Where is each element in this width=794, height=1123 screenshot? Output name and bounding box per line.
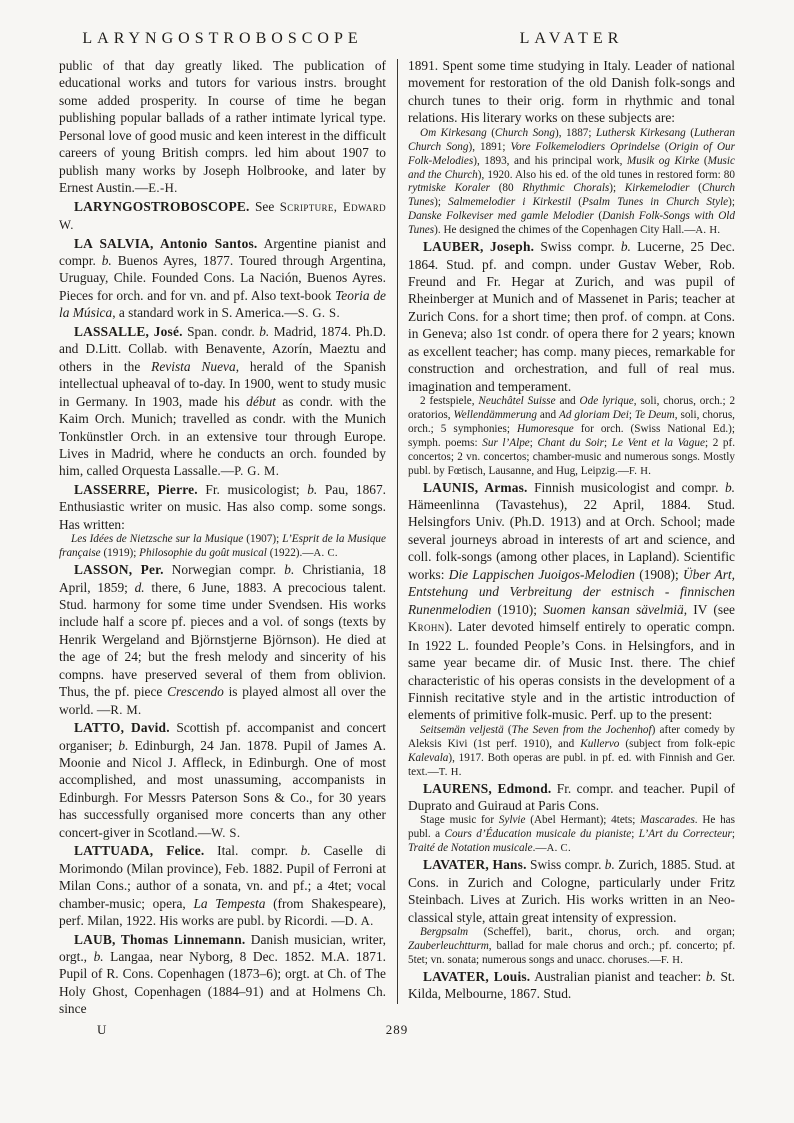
entry-text: ). Later devoted himself entirely to operatic compn. In 1922 L. founded People’s Cons. in Helsingfors, and in same year became dir. of Music Inst. there. The chief characteristic of his operas consists in the development of a Finnish recitative style and in the artistic introduction of elements of primitive folk-music. Perf. up to the present: xyxy=(408,619,735,723)
left-column xyxy=(59,57,386,1018)
entry-text: Vore Folkemelodiers Oprindelse xyxy=(510,140,660,153)
entry-text: ( xyxy=(486,126,495,139)
entry-text: Australian pianist and teacher: xyxy=(530,968,706,984)
entry-headword: LASSON, Per. xyxy=(74,562,164,578)
entry-text: Lutheran Church Song xyxy=(408,126,735,153)
entry-text: Sylvie xyxy=(498,814,526,827)
entry-text: ; 2 pf. concertos; 2 vn. concertos; chamber-music and numerous songs. Mostly publ. by Fœtisch, Lausanne, and Hug, Leipzig.— xyxy=(408,436,736,477)
entry-text: D. A. xyxy=(344,914,374,929)
dictionary-entry xyxy=(59,235,386,323)
entry-text: Suomen kansan sävelmiä xyxy=(543,601,684,617)
entry-text: Salmemelodier i Kirkestil xyxy=(448,196,572,209)
entry-text: , a standard work in S. America.— xyxy=(112,305,298,321)
entry-text: E.-H. xyxy=(148,181,178,196)
running-heads xyxy=(59,30,735,48)
entry-text: Zauberleuchtturm xyxy=(408,939,489,952)
entry-text: Buenos Ayres, 1877. Toured through Argentina, Uruguay, Chile. Founded Cons. La Nación, Buenos Ayres. Pieces for orch. and for vn. and pf. Also text-book xyxy=(59,252,386,303)
dictionary-entry xyxy=(408,57,735,127)
entry-text: Stage music for xyxy=(420,814,499,827)
entry-headword: LA SALVIA, Antonio Santos. xyxy=(74,235,258,251)
entry-text: , IV (see xyxy=(683,601,735,617)
entry-text: , ballad for male chorus and orch.; pf. concerto; pf. 5tet; vn. sonata; numerous songs and unacc. choruses.— xyxy=(408,939,735,966)
entry-headword: LAVATER, Hans. xyxy=(423,857,527,873)
page-footer xyxy=(59,1022,735,1042)
dictionary-entry xyxy=(59,533,386,561)
entry-text: La Tempesta xyxy=(193,895,266,911)
entry-text: ), 1920. Also his ed. of the old tunes in restored form: 80 xyxy=(477,168,735,181)
entry-text: Lucerne, 25 Dec. 1864. Stud. pf. and compn. under Gustav Weber, Rob. Freund and Fr. Hegar at Zurich, and was pupil of Rheinberger at Munich and of Massenet in Paris; teacher at Zurich Cons. for a short time; then prof. of compn. at Cons. in Geneva; also 1st condr. of opera there for 2 years; known as excellent teacher; has comp. many pieces, remarkable for construction and orchestration, and full of real mus. imagination and temperament. xyxy=(408,239,736,394)
dictionary-entry xyxy=(408,814,735,856)
entry-headword: LAUNIS, Armas. xyxy=(423,479,528,495)
entry-text: Norwegian compr. xyxy=(163,562,285,578)
entry-text: b. xyxy=(300,843,311,859)
entry-text: Krohn xyxy=(408,620,445,635)
dictionary-entry xyxy=(408,479,735,724)
entry-text: The Seven from the Jochenhof xyxy=(511,723,652,736)
entry-headword: LAVATER, Louis. xyxy=(423,968,531,984)
entry-text: b. xyxy=(93,949,104,965)
entry-text: Ode lyrique xyxy=(579,395,634,408)
entry-text: Hämeenlinna (Tavastehus), 22 April, 1884. Stud. Helsingfors Univ. (Ph.D. 1913) and at Orch. School; made several journeys abroad in interests of art and science, and coll. folk-songs (among other places, in Lapland). Scientific works: xyxy=(408,497,735,582)
entry-text: Scottish pf. accompanist and concert organiser; xyxy=(59,720,387,753)
entry-text: , soli, chorus, orch.; 2 oratorios, xyxy=(408,395,736,422)
entry-text: 2 festspiele, xyxy=(420,395,479,408)
running-head-right: LAVATER xyxy=(519,30,624,47)
entry-headword: LATTO, David. xyxy=(74,720,170,736)
entry-text: d. xyxy=(134,579,145,595)
entry-text: (1907); xyxy=(243,533,283,546)
entry-text: A. C. xyxy=(546,843,571,855)
dictionary-entry xyxy=(408,856,735,926)
entry-headword: LAUBER, Joseph. xyxy=(423,239,535,255)
entry-text: Le Vent et la Vague xyxy=(611,436,705,449)
dictionary-entry xyxy=(59,57,386,198)
entry-text: Danish musician, writer, orgt., xyxy=(59,931,386,965)
entry-text: (1910); xyxy=(491,601,544,617)
entry-text: Langaa, near Nyborg, 8 Dec. 1852. M.A. 1871. Pupil of R. Cons. Copenhagen (1873–6); orgt. at Ch. of The Holy Ghost, Copenhagen (1884–91) and at Holmens Ch. since xyxy=(59,949,386,1017)
entry-text: Wellendämmerung xyxy=(453,409,537,422)
running-head-left: LARYNGOSTROBOSCOPE xyxy=(82,30,363,47)
entry-text: P. G. M. xyxy=(234,464,280,479)
entry-text: W. S. xyxy=(211,825,241,840)
entry-text: A. H. xyxy=(695,225,721,237)
entry-text: Psalm Tunes in Church Style xyxy=(581,196,729,209)
entry-text: Kalevala xyxy=(408,751,449,764)
entry-text: ). He designed the chimes of the Copenhagen City Hall.— xyxy=(434,224,696,237)
running-head-gap xyxy=(386,30,408,48)
entry-text: Swiss compr. xyxy=(534,239,621,255)
entry-text: Origin of Our Folk-Melodies xyxy=(408,140,735,167)
entry-text: Scripture, Edward W. xyxy=(59,199,386,233)
entry-text: ), 1887; xyxy=(554,126,597,139)
entry-text: Philosophie du goût musical xyxy=(139,547,267,560)
entry-text: L’Art du Correcteur xyxy=(638,828,732,841)
entry-text: Revista Nueva xyxy=(151,358,236,374)
entry-text: ); xyxy=(609,182,625,195)
entry-text: b. xyxy=(705,968,716,984)
dictionary-entry xyxy=(408,724,735,780)
dictionary-entry xyxy=(408,926,735,968)
entry-text: ; xyxy=(731,828,736,841)
entry-text: b. xyxy=(259,323,270,339)
entry-text: , soli, chorus, orch.; 5 symphonies; xyxy=(408,409,735,435)
entry-text: (subject from folk-epic xyxy=(619,737,735,750)
entry-text: (80 xyxy=(490,182,523,195)
dictionary-entry xyxy=(408,968,735,1003)
entry-text: b. xyxy=(284,562,295,578)
entry-text: ; xyxy=(604,436,612,449)
entry-text: Bergpsalm xyxy=(420,925,469,938)
entry-text: Swiss compr. xyxy=(526,857,605,873)
entry-text: Teoria de la Música xyxy=(59,287,386,321)
entry-text: (1919); xyxy=(100,547,140,560)
entry-text: Seitsemän veljestä xyxy=(420,723,504,736)
page-number: 289 xyxy=(385,1022,409,1037)
entry-text: .— xyxy=(532,842,547,855)
entry-text: there, 6 June, 1883. A precocious talent. Stud. harmony for some time under Svendsen. His works include half a score pf. pieces and a vol. of songs (texts by Henrik Wergeland and Björnstjerne Björnson). He died at the age of 24; but the fresh melody and sincerity of his compns. have preserved several of them from oblivion. Thus, the pf. piece xyxy=(59,579,386,700)
entry-text: b. xyxy=(118,737,129,753)
dictionary-entry xyxy=(59,842,386,930)
dictionary-entry xyxy=(59,481,386,533)
entry-text: Ad gloriam Dei xyxy=(559,409,629,422)
signature-mark: U xyxy=(97,1022,107,1037)
entry-text: (1922).— xyxy=(266,547,314,560)
entry-headword: LAURENS, Edmond. xyxy=(423,780,552,796)
entry-text: . He has publ. a xyxy=(408,814,735,841)
entry-text: F. H. xyxy=(660,954,684,966)
entry-text: Zurich, 1885. Stud. at Cons. in Zurich and Cologne, particularly under Fritz Steinbach. Lives at Zurich. His works written in an Neo-classical style, attain great intensity of expression. xyxy=(408,857,735,925)
entry-text: as condr. with the Kaim Orch. Munich; travelled as condr. with the Munich Tonkünstler Orch. in an extensive tour through Europe. Lives in Madrid, where he conducts an orch. founded by him, called Orquesta Lassalle.— xyxy=(59,393,387,479)
entry-text: Church Song xyxy=(494,126,555,139)
entry-text: T. H. xyxy=(438,766,462,778)
entry-text: ); xyxy=(434,196,449,209)
dictionary-entry xyxy=(59,198,386,235)
entry-headword: LARYNGOSTROBOSCOPE. xyxy=(74,198,250,214)
entry-text: (1908); xyxy=(635,566,683,582)
entry-text: Span. condr. xyxy=(182,323,260,339)
entry-text: ), 1917. Both operas are publ. in pf. ed. with Finnish and Ger. text.— xyxy=(408,751,735,778)
entry-text: R. M. xyxy=(110,702,142,717)
entry-text: Fr. compr. and teacher. Pupil of Duprato and Guiraud at Paris Cons. xyxy=(408,780,735,813)
entry-text: Neuchâtel Suisse xyxy=(478,395,556,408)
entry-text: b. xyxy=(620,239,631,255)
entry-text: ( xyxy=(689,182,702,195)
entry-text: , herald of the Spanish intellectual upheaval of to-day. In 1900, went to study music in Germany. In 1903, made his xyxy=(59,358,386,409)
entry-text: and xyxy=(555,395,580,408)
entry-text: rytmiske Koraler xyxy=(408,182,491,195)
entry-text: ( xyxy=(685,126,694,139)
entry-text: S. G. S. xyxy=(297,306,341,321)
entry-text: (Abel Hermant); 4tets; xyxy=(525,814,641,827)
entry-headword: LATTUADA, Felice. xyxy=(74,843,205,859)
entry-text: F. H. xyxy=(628,465,652,477)
entry-text: ( xyxy=(593,210,603,223)
entry-text: Church Tunes xyxy=(408,182,735,209)
dictionary-entry xyxy=(59,719,386,842)
entry-text: for orch. (Swiss National Ed.); symph. poems: xyxy=(408,422,735,449)
entry-text: Ital. compr. xyxy=(204,843,301,859)
entry-text: Mascarades xyxy=(640,814,695,827)
dictionary-entry xyxy=(408,238,735,395)
entry-text: ( xyxy=(571,196,582,209)
entry-text: Luthersk Kirkesang xyxy=(596,126,686,139)
entry-text: L’Esprit de la Musique française xyxy=(59,533,386,560)
entry-text: Danish Folk-Songs with Old Tunes xyxy=(408,210,735,237)
entry-text: Pau, 1867. Enthusiastic writer on music. Has also comp. some songs. Has written: xyxy=(59,481,386,532)
entry-text: and xyxy=(536,409,559,422)
entry-text: Edinburgh, 24 Jan. 1878. Pupil of James A. Moonie and Nicol J. Affleck, in Edinburgh. One of most accomplished, and most unassuming, accompanists in Edinburgh. For Messrs Paterson Sons & Co., for 30 years has successfully organised more concerts than any other concert-giver in Scotland.— xyxy=(59,737,386,840)
entry-text: Über Art, Entstehung und Verbreitung der estnisch - finnischen Runenmelodien xyxy=(408,566,735,617)
entry-text: Crescendo xyxy=(167,684,224,700)
entry-text: See xyxy=(249,198,280,214)
entry-text: Christiania, 18 April, 1859; xyxy=(59,562,386,595)
text-columns xyxy=(59,57,735,1018)
entry-text: Om Kirkesang xyxy=(420,126,487,139)
entry-text: Te Deum xyxy=(634,409,675,422)
entry-text: b. xyxy=(101,252,112,268)
entry-text: Argentine pianist and compr. xyxy=(59,235,386,268)
entry-text: (Scheffel), barit., chorus, orch. and organ; xyxy=(468,925,735,938)
entry-text: Cours d’Éducation musicale du pianiste xyxy=(444,828,632,841)
entry-text: Kirkemelodier xyxy=(624,182,690,195)
entry-text: Caselle di Morimondo (Milan province), Feb. 1882. Pupil of Ferroni at Milan Cons.; author of a sonata, vn. and pf.; a 4tet; vocal chamber-music; opera, xyxy=(59,843,386,911)
entry-text: Rhythmic Chorals xyxy=(522,182,610,195)
entry-text: Chant du Soir xyxy=(537,436,605,449)
dictionary-entry xyxy=(408,395,735,478)
dictionary-entry xyxy=(59,323,386,481)
entry-text: Sur l’Alpe xyxy=(482,436,530,449)
entry-text: b. xyxy=(724,479,735,495)
dictionary-entry xyxy=(59,561,386,719)
entry-text: Les Idées de Nietzsche sur la Musique xyxy=(71,533,244,546)
entry-text: public of that day greatly liked. The publication of educational works and tutors for various instrs. brought some added prosperity. In course of time he began publishing popular ballads of a rather intimate lyrical type. Personal love of good music and keen interest in the difficult careers of young British comprs. led him about 1907 to publish many works by Joseph Holbrooke, and later by Ernest Austin.— xyxy=(59,58,386,196)
entry-text: Humoresque xyxy=(517,422,574,435)
entry-text: Traité de Notation musicale xyxy=(408,842,533,855)
entry-text: début xyxy=(246,393,276,409)
entry-text: ), 1891; xyxy=(468,140,511,153)
dictionary-entry xyxy=(408,127,735,238)
entry-headword: LASSERRE, Pierre. xyxy=(74,481,198,497)
entry-text: ; xyxy=(628,409,635,422)
entry-text: Die Lappischen Juoigos-Melodien xyxy=(448,566,636,582)
entry-text: ; xyxy=(631,828,639,841)
entry-text: ( xyxy=(503,723,512,736)
entry-text: ( xyxy=(659,140,669,153)
entry-text: is played almost all over the world. — xyxy=(59,684,386,717)
column-divider-rule xyxy=(397,59,398,1004)
entry-text: Finnish musicologist and compr. xyxy=(527,479,725,495)
entry-text: ); xyxy=(728,196,735,209)
entry-headword: LASSALLE, José. xyxy=(74,323,183,339)
entry-text: Kullervo xyxy=(580,737,620,750)
entry-text: b. xyxy=(307,481,318,497)
entry-text: St. Kilda, Melbourne, 1867. Stud. xyxy=(408,968,735,1002)
entry-text: 1891. Spent some time studying in Italy. Leader of national movement for restoration of the old Danish folk-songs and church tunes to their orig. form in rhythmic and tonal relations. His literary works on these subjects are: xyxy=(408,58,735,126)
entry-text: A. C. xyxy=(313,548,338,560)
entry-headword: LAUB, Thomas Linnemann. xyxy=(74,931,246,947)
entry-text: Fr. musicologist; xyxy=(197,481,308,497)
entry-text: Musik og Kirke xyxy=(626,154,700,167)
right-column xyxy=(408,57,735,1018)
entry-text: b. xyxy=(604,857,615,873)
entry-text: ), 1893, and his principal work, xyxy=(473,154,627,167)
entry-text: ; xyxy=(529,436,538,449)
entry-text: ) after comedy by Aleksis Kivi (1st perf. 1910), and xyxy=(408,723,736,750)
entry-text: Music and the Church xyxy=(408,154,735,181)
entry-text: (from Shakespeare), perf. Milan, 1922. His works are publ. by Ricordi. — xyxy=(59,895,386,929)
dictionary-entry xyxy=(59,931,386,1018)
entry-text: ( xyxy=(699,154,708,167)
dictionary-entry xyxy=(408,780,735,815)
entry-text: Madrid, 1874. Ph.D. and D.Litt. Collab. with Benavente, Azorín, Maeztu and others in the xyxy=(59,323,386,374)
entry-text: Danske Folkeviser med gamle Melodier xyxy=(408,210,594,223)
